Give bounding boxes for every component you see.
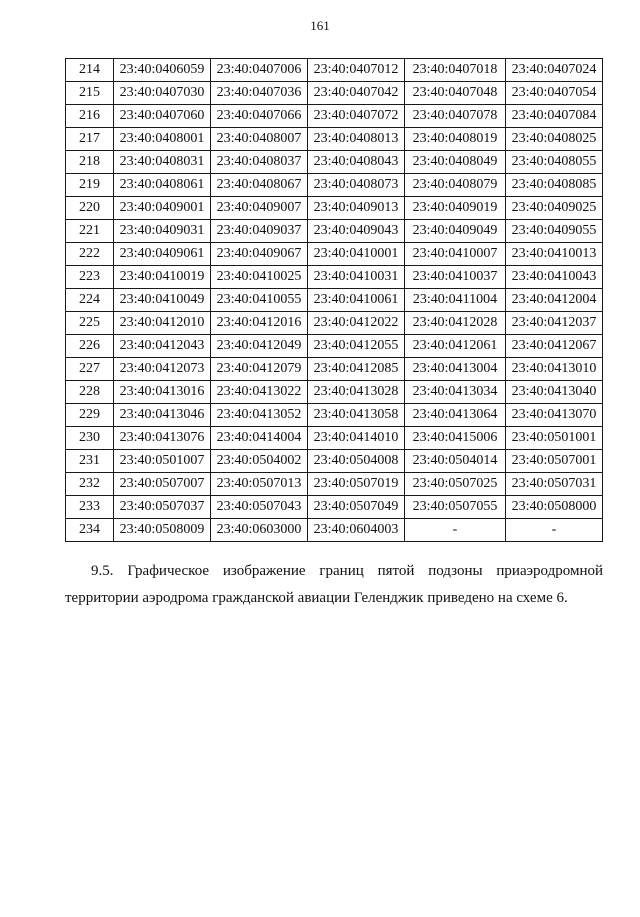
cadastral-number-cell: 23:40:0410043 [506,266,603,289]
row-number-cell: 222 [66,243,114,266]
cadastral-number-cell: 23:40:0409049 [405,220,506,243]
cadastral-number-cell: 23:40:0410061 [308,289,405,312]
cadastral-number-cell: 23:40:0504008 [308,450,405,473]
table-row [66,450,603,473]
row-number-cell: 219 [66,174,114,197]
cadastral-number-cell: 23:40:0507019 [308,473,405,496]
row-number-cell: 214 [66,59,114,82]
cadastral-number-cell: 23:40:0408025 [506,128,603,151]
cadastral-number-cell: - [405,519,506,542]
cadastral-number-cell: 23:40:0414004 [211,427,308,450]
cadastral-number-cell: 23:40:0412043 [114,335,211,358]
cadastral-number-cell: 23:40:0412049 [211,335,308,358]
row-number-cell: 220 [66,197,114,220]
cadastral-number-cell: 23:40:0504002 [211,450,308,473]
cadastral-number-cell: 23:40:0507013 [211,473,308,496]
row-number-cell: 232 [66,473,114,496]
cadastral-number-cell: 23:40:0412037 [506,312,603,335]
cadastral-number-cell: 23:40:0409067 [211,243,308,266]
table-row [66,59,603,82]
table-row [66,174,603,197]
cadastral-number-cell: 23:40:0507031 [506,473,603,496]
cadastral-number-cell: 23:40:0407060 [114,105,211,128]
cadastral-number-cell: 23:40:0412067 [506,335,603,358]
cadastral-number-cell: 23:40:0508000 [506,496,603,519]
table-row [66,197,603,220]
cadastral-number-cell: 23:40:0408001 [114,128,211,151]
cadastral-number-cell: 23:40:0408037 [211,151,308,174]
table-row [66,335,603,358]
cadastral-number-cell: 23:40:0409019 [405,197,506,220]
cadastral-number-cell: 23:40:0407048 [405,82,506,105]
row-number-cell: 225 [66,312,114,335]
row-number-cell: 231 [66,450,114,473]
cadastral-number-cell: 23:40:0413058 [308,404,405,427]
cadastral-number-cell: 23:40:0409043 [308,220,405,243]
cadastral-number-cell: 23:40:0413034 [405,381,506,404]
cadastral-number-cell: 23:40:0408061 [114,174,211,197]
cadastral-number-cell: 23:40:0412085 [308,358,405,381]
cadastral-number-cell: 23:40:0408073 [308,174,405,197]
cadastral-number-cell: 23:40:0501001 [506,427,603,450]
cadastral-number-cell: 23:40:0407078 [405,105,506,128]
row-number-cell: 217 [66,128,114,151]
row-number-cell: 215 [66,82,114,105]
cadastral-number-cell: 23:40:0411004 [405,289,506,312]
cadastral-number-cell: 23:40:0412022 [308,312,405,335]
table-row [66,266,603,289]
cadastral-number-cell: 23:40:0412079 [211,358,308,381]
cadastral-number-cell: 23:40:0414010 [308,427,405,450]
cadastral-number-cell: 23:40:0410001 [308,243,405,266]
cadastral-number-cell: - [506,519,603,542]
cadastral-number-cell: 23:40:0507007 [114,473,211,496]
table-row [66,312,603,335]
row-number-cell: 230 [66,427,114,450]
cadastral-number-cell: 23:40:0409061 [114,243,211,266]
cadastral-number-cell: 23:40:0408085 [506,174,603,197]
cadastral-number-cell: 23:40:0407066 [211,105,308,128]
row-number-cell: 233 [66,496,114,519]
cadastral-number-cell: 23:40:0415006 [405,427,506,450]
cadastral-number-cell: 23:40:0413040 [506,381,603,404]
cadastral-number-cell: 23:40:0407042 [308,82,405,105]
cadastral-number-cell: 23:40:0410025 [211,266,308,289]
cadastral-number-cell: 23:40:0409001 [114,197,211,220]
cadastral-number-cell: 23:40:0408079 [405,174,506,197]
cadastral-number-cell: 23:40:0413016 [114,381,211,404]
table-body [66,59,603,542]
cadastral-number-cell: 23:40:0412073 [114,358,211,381]
cadastral-number-cell: 23:40:0407006 [211,59,308,82]
table-row [66,105,603,128]
table-row [66,519,603,542]
cadastral-number-cell: 23:40:0413022 [211,381,308,404]
cadastral-number-cell: 23:40:0413046 [114,404,211,427]
cadastral-number-cell: 23:40:0507001 [506,450,603,473]
cadastral-number-cell: 23:40:0409013 [308,197,405,220]
table-row [66,381,603,404]
cadastral-number-cell: 23:40:0408013 [308,128,405,151]
cadastral-number-cell: 23:40:0409025 [506,197,603,220]
cadastral-number-cell: 23:40:0408055 [506,151,603,174]
cadastral-number-cell: 23:40:0407030 [114,82,211,105]
cadastral-number-cell: 23:40:0413064 [405,404,506,427]
cadastral-number-cell: 23:40:0413076 [114,427,211,450]
section-paragraph [65,558,603,612]
cadastral-number-cell: 23:40:0507055 [405,496,506,519]
cadastral-number-cell: 23:40:0501007 [114,450,211,473]
cadastral-number-cell: 23:40:0412028 [405,312,506,335]
cadastral-number-cell: 23:40:0410037 [405,266,506,289]
cadastral-number-cell: 23:40:0412061 [405,335,506,358]
paragraph-line-2: территории аэродрома гражданской авиации Геленджик приведено на схеме 6. [65,590,568,606]
cadastral-number-cell: 23:40:0410031 [308,266,405,289]
cadastral-number-cell: 23:40:0412055 [308,335,405,358]
cadastral-number-cell: 23:40:0507043 [211,496,308,519]
cadastral-number-cell: 23:40:0413052 [211,404,308,427]
page-number: 161 [310,18,330,33]
cadastral-number-cell: 23:40:0410013 [506,243,603,266]
cadastral-number-cell: 23:40:0604003 [308,519,405,542]
cadastral-number-cell: 23:40:0507037 [114,496,211,519]
row-number-cell: 221 [66,220,114,243]
row-number-cell: 224 [66,289,114,312]
cadastral-number-cell: 23:40:0408031 [114,151,211,174]
row-number-cell: 227 [66,358,114,381]
cadastral-number-cell: 23:40:0407012 [308,59,405,82]
cadastral-number-cell: 23:40:0410007 [405,243,506,266]
cadastral-number-cell: 23:40:0603000 [211,519,308,542]
cadastral-number-cell: 23:40:0408019 [405,128,506,151]
row-number-cell: 218 [66,151,114,174]
table-row [66,128,603,151]
cadastral-number-cell: 23:40:0407084 [506,105,603,128]
table-row [66,82,603,105]
table-row [66,151,603,174]
row-number-cell: 234 [66,519,114,542]
cadastral-number-cell: 23:40:0408007 [211,128,308,151]
table-row [66,473,603,496]
cadastral-number-cell: 23:40:0410055 [211,289,308,312]
cadastral-number-cell: 23:40:0409055 [506,220,603,243]
cadastral-number-cell: 23:40:0412004 [506,289,603,312]
row-number-cell: 229 [66,404,114,427]
row-number-cell: 216 [66,105,114,128]
cadastral-number-cell: 23:40:0409007 [211,197,308,220]
cadastral-number-cell: 23:40:0504014 [405,450,506,473]
cadastral-number-cell: 23:40:0413010 [506,358,603,381]
cadastral-number-cell: 23:40:0409031 [114,220,211,243]
table-row [66,289,603,312]
row-number-cell: 228 [66,381,114,404]
cadastral-number-cell: 23:40:0413028 [308,381,405,404]
cadastral-number-cell: 23:40:0407018 [405,59,506,82]
row-number-cell: 226 [66,335,114,358]
cadastral-number-cell: 23:40:0407054 [506,82,603,105]
cadastral-number-cell: 23:40:0406059 [114,59,211,82]
cadastral-number-cell: 23:40:0409037 [211,220,308,243]
paragraph-line-1: 9.5. Графическое изображение границ пятой подзоны приаэродромной [91,563,603,579]
cadastral-number-cell: 23:40:0412016 [211,312,308,335]
table-row [66,243,603,266]
cadastral-number-cell: 23:40:0408049 [405,151,506,174]
cadastral-number-cell: 23:40:0407024 [506,59,603,82]
cadastral-number-cell: 23:40:0410019 [114,266,211,289]
cadastral-number-cell: 23:40:0412010 [114,312,211,335]
table-row [66,220,603,243]
cadastral-number-cell: 23:40:0408067 [211,174,308,197]
cadastral-table-container [65,58,603,542]
cadastral-number-cell: 23:40:0413004 [405,358,506,381]
cadastral-number-cell: 23:40:0508009 [114,519,211,542]
cadastral-number-cell: 23:40:0407036 [211,82,308,105]
cadastral-numbers-table [65,58,603,542]
row-number-cell: 223 [66,266,114,289]
cadastral-number-cell: 23:40:0410049 [114,289,211,312]
cadastral-number-cell: 23:40:0407072 [308,105,405,128]
table-row [66,427,603,450]
cadastral-number-cell: 23:40:0507049 [308,496,405,519]
cadastral-number-cell: 23:40:0408043 [308,151,405,174]
cadastral-number-cell: 23:40:0413070 [506,404,603,427]
table-row [66,404,603,427]
cadastral-number-cell: 23:40:0507025 [405,473,506,496]
table-row [66,358,603,381]
table-row [66,496,603,519]
